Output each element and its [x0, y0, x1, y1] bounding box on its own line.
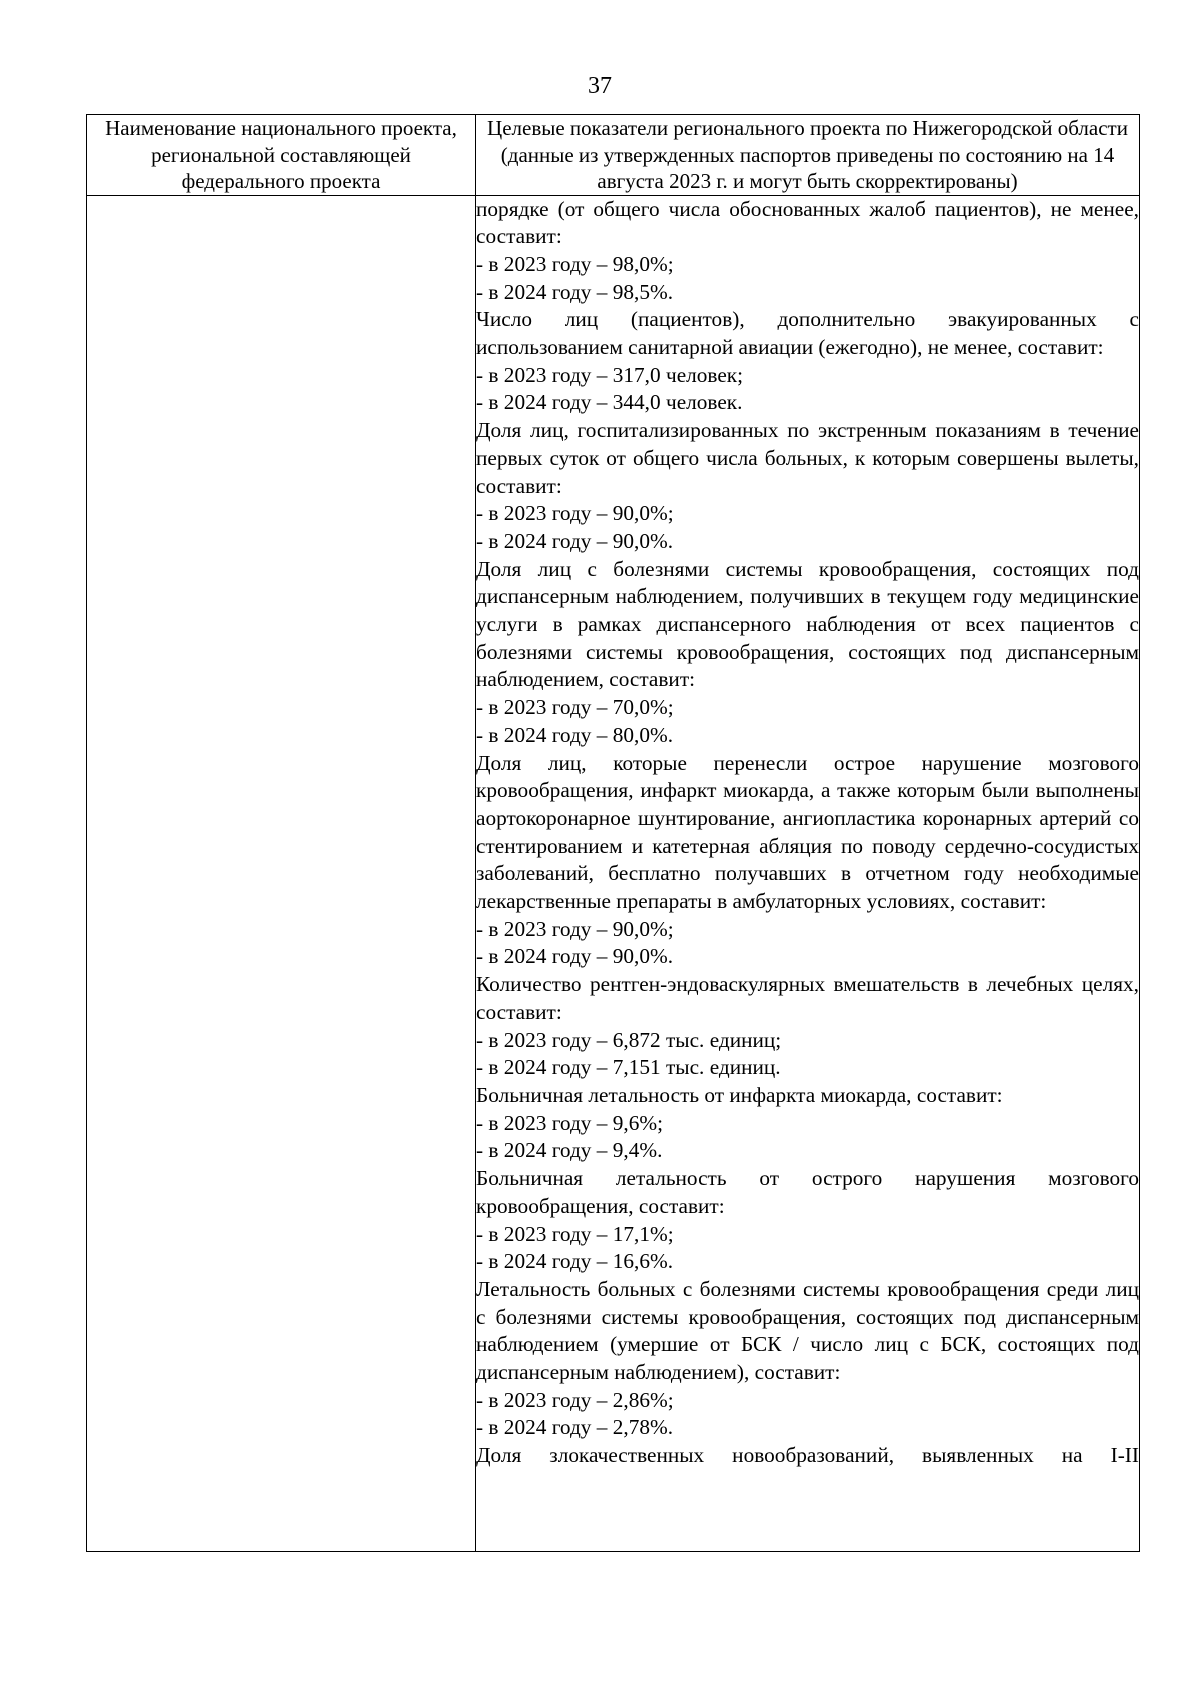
- indicator-paragraph: Доля лиц, которые перенесли острое нарушение мозгового кровообращения, инфаркт миокарда, а также которым были выполнены аортокоронарное шунтирование, ангиопластика коронарных артерий со стентированием и катетерная абляция по поводу сердечно-сосудистых заболеваний, бесплатно получавших в отчетном году необходимые лекарственные препараты в амбулаторных условиях, составит:: [476, 750, 1139, 914]
- indicator-paragraph: Доля лиц с болезнями системы кровообращения, состоящих под диспансерным наблюдением, получивших в текущем году медицинские услуги в рамках диспансерного наблюдения от всех пациентов с болезнями системы кровообращения, состоящих под диспансерным наблюдением, составит:: [476, 556, 1139, 692]
- indicator-value-line: - в 2023 году – 90,0%;: [476, 501, 674, 526]
- indicator-value-line: - в 2024 году – 2,78%.: [476, 1415, 674, 1440]
- indicator-value-line: - в 2023 году – 9,6%;: [476, 1110, 664, 1135]
- indicator-paragraph: Количество рентген-эндоваскулярных вмешательств в лечебных целях, составит:: [476, 972, 1139, 1024]
- table-body-row: [87, 195, 1140, 1551]
- indicator-value-line: - в 2024 году – 90,0%.: [476, 528, 674, 553]
- indicator-value-line: - в 2023 году – 98,0%;: [476, 251, 674, 276]
- indicators-table: [86, 114, 1140, 1552]
- header-project-name: Наименование национального проекта, региональной составляющей федерального проекта: [87, 115, 476, 196]
- indicator-value-line: - в 2023 году – 90,0%;: [476, 916, 674, 941]
- indicator-value-line: - в 2024 году – 90,0%.: [476, 944, 674, 969]
- indicator-paragraph: Доля злокачественных новообразований, выявленных на I-II: [476, 1443, 1139, 1468]
- indicator-value-line: - в 2024 году – 80,0%.: [476, 722, 674, 747]
- indicator-paragraph: Доля лиц, госпитализированных по экстренным показаниям в течение первых суток от общего числа больных, к которым совершены вылеты, составит:: [476, 418, 1139, 498]
- indicator-value-line: - в 2023 году – 17,1%;: [476, 1221, 674, 1246]
- indicator-paragraph: Летальность больных с болезнями системы кровообращения среди лиц с болезнями системы кровообращения, состоящих под диспансерным наблюдением (умершие от БСК / число лиц с БСК, состоящих под диспансерным наблюдением), составит:: [476, 1276, 1139, 1385]
- indicator-value-line: - в 2023 году – 6,872 тыс. единиц;: [476, 1027, 782, 1052]
- project-name-cell: [87, 195, 476, 1551]
- table-header-row: [87, 115, 1140, 196]
- indicator-paragraph: Больничная летальность от острого нарушения мозгового кровообращения, составит:: [476, 1166, 1139, 1218]
- indicator-value-line: - в 2024 году – 7,151 тыс. единиц.: [476, 1055, 781, 1080]
- indicator-value-line: - в 2023 году – 2,86%;: [476, 1387, 674, 1412]
- indicator-value-line: - в 2023 году – 70,0%;: [476, 695, 674, 720]
- indicator-paragraph: Число лиц (пациентов), дополнительно эвакуированных с использованием санитарной авиации (ежегодно), не менее, составит:: [476, 307, 1139, 360]
- indicators-cell: [476, 195, 1140, 1551]
- indicator-value-line: - в 2024 году – 98,5%.: [476, 279, 674, 304]
- indicator-value-line: - в 2023 году – 317,0 человек;: [476, 362, 744, 387]
- indicators-text: [476, 196, 1139, 1470]
- indicator-paragraph: порядке (от общего числа обоснованных жалоб пациентов), не менее, составит:: [476, 196, 1139, 249]
- indicator-value-line: - в 2024 году – 344,0 человек.: [476, 390, 743, 415]
- indicator-value-line: - в 2024 году – 16,6%.: [476, 1249, 674, 1274]
- indicator-value-line: - в 2024 году – 9,4%.: [476, 1138, 663, 1163]
- header-target-indicators: Целевые показатели регионального проекта по Нижегородской области (данные из утвержденных паспортов приведены по состоянию на 14 августа 2023 г. и могут быть скорректированы): [476, 115, 1140, 196]
- indicator-paragraph: Больничная летальность от инфаркта миокарда, составит:: [476, 1083, 1003, 1107]
- page-number: 37: [588, 73, 612, 99]
